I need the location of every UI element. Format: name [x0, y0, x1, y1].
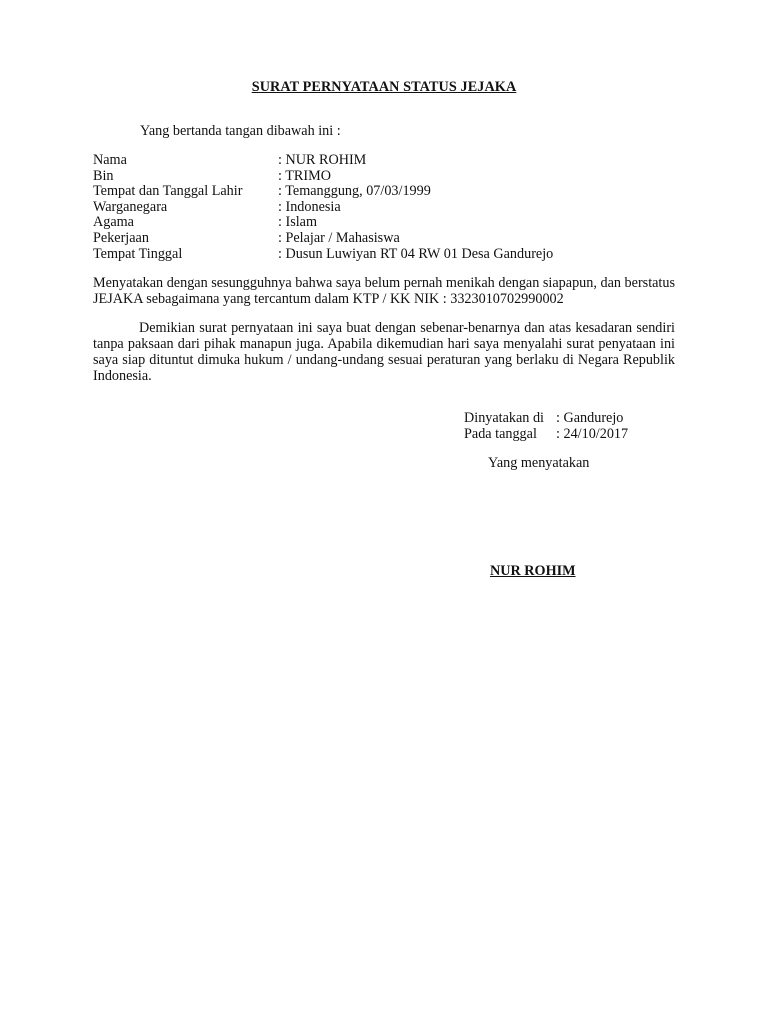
signed-by-label: Yang menyatakan	[488, 455, 590, 471]
field-value: : TRIMO	[278, 167, 331, 184]
identity-fields	[93, 153, 553, 262]
signature-place-date	[464, 410, 628, 442]
closing-paragraph: Demikian surat pernyataan ini saya buat dengan sebenar-benarnya dan atas kesadaran sendiri tanpa paksaan dari pihak manapun juga. Apabila dikemudian hari saya menyalahi surat penyataan ini saya siap dituntut dimuka hukum / undang-undang sesuai peraturan yang berlaku di Negara Republik Indonesia.	[93, 320, 675, 384]
document-title: SURAT PERNYATAAN STATUS JEJAKA	[251, 79, 517, 95]
field-value: : Dusun Luwiyan RT 04 RW 01 Desa Gandurejo	[278, 245, 554, 262]
field-row-occupation	[93, 231, 553, 247]
date-row	[464, 426, 628, 442]
field-label: Tempat dan Tanggal Lahir	[93, 183, 243, 200]
field-row-nama	[93, 153, 553, 169]
field-value: : Indonesia	[278, 198, 341, 215]
field-value: : Islam	[278, 214, 318, 231]
field-value: : Temanggung, 07/03/1999	[278, 183, 431, 200]
field-value: : NUR ROHIM	[278, 152, 367, 168]
place-label: Dinyatakan di	[464, 410, 544, 426]
field-row-address	[93, 247, 553, 263]
field-label: Bin	[93, 167, 114, 184]
place-value: : Gandurejo	[556, 410, 624, 426]
intro-text: Yang bertanda tangan dibawah ini :	[140, 123, 341, 139]
date-label: Pada tanggal	[464, 426, 537, 442]
field-label: Pekerjaan	[93, 229, 149, 246]
field-row-birth	[93, 184, 553, 200]
date-value: : 24/10/2017	[556, 426, 629, 442]
field-value: : Pelajar / Mahasiswa	[278, 229, 400, 246]
place-row	[464, 410, 628, 426]
statement-paragraph: Menyatakan dengan sesungguhnya bahwa saya belum pernah menikah dengan siapapun, dan berstatus JEJAKA sebagaimana yang tercantum dalam KTP / KK NIK : 3323010702990002	[93, 275, 675, 307]
field-label: Nama	[93, 152, 127, 168]
field-label: Tempat Tinggal	[93, 245, 183, 262]
field-row-citizenship	[93, 200, 553, 216]
field-row-bin	[93, 169, 553, 185]
field-label: Warganegara	[93, 198, 168, 215]
field-label: Agama	[93, 214, 134, 231]
field-row-religion	[93, 215, 553, 231]
signer-name: NUR ROHIM	[490, 563, 576, 579]
